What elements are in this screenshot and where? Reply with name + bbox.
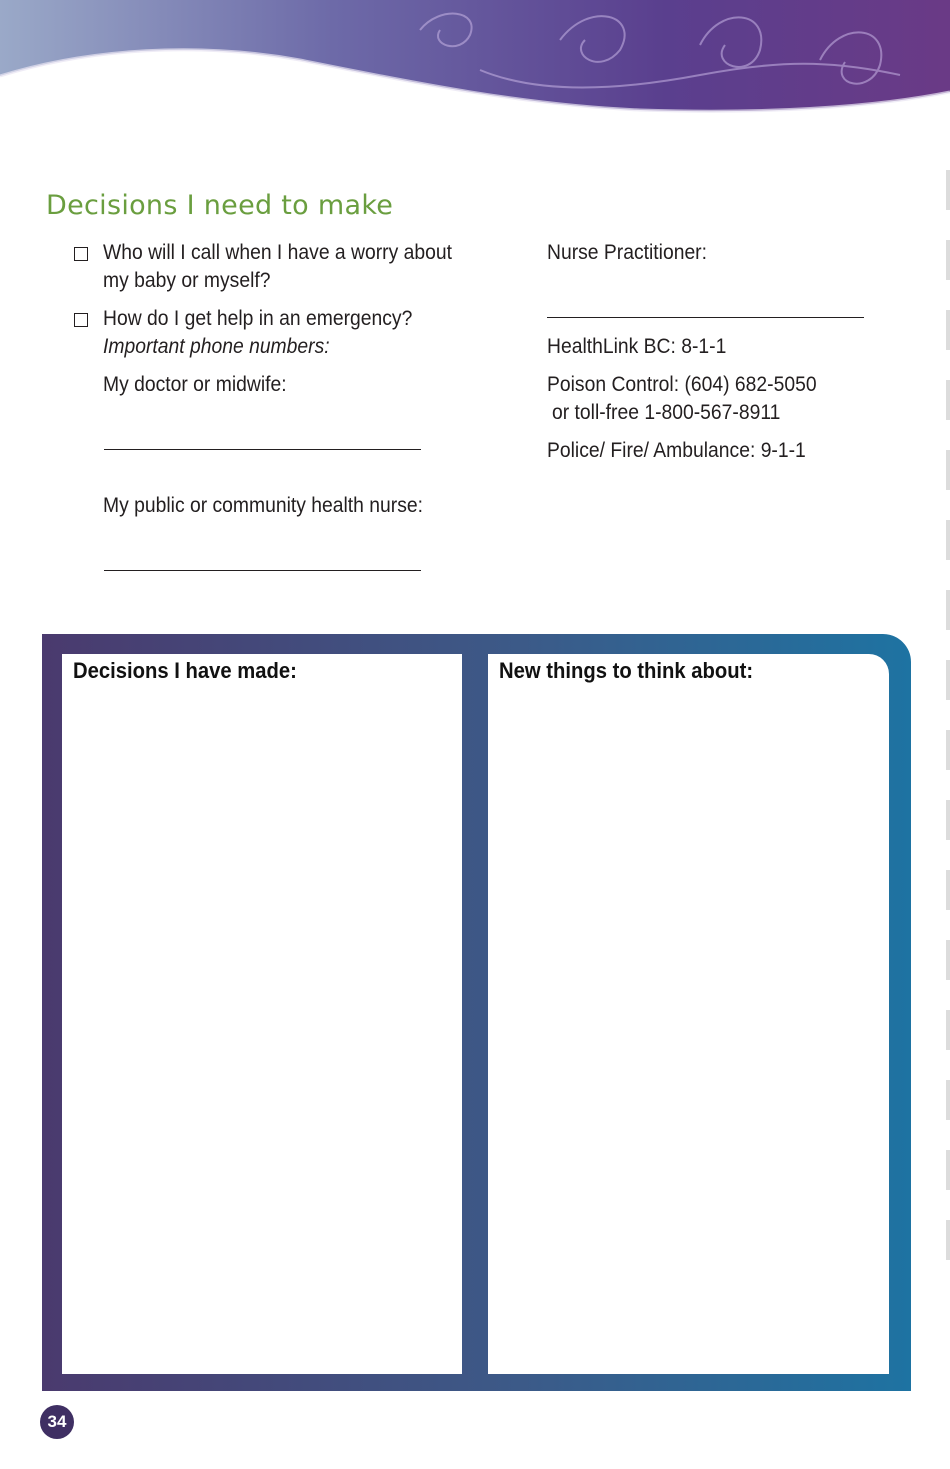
notes-frame — [42, 634, 911, 1391]
doctor-midwife-write-line[interactable] — [104, 449, 421, 450]
decisions-made-title: Decisions I have made: — [73, 658, 297, 683]
item-emergency-line1: How do I get help in an emergency? — [103, 307, 413, 330]
page-edge-marks — [946, 170, 950, 1290]
decisions-made-panel[interactable] — [62, 654, 462, 1374]
important-numbers-label: Important phone numbers: — [103, 335, 330, 358]
checkbox-worry-call[interactable] — [74, 247, 88, 261]
header-banner — [0, 0, 950, 130]
new-things-panel[interactable] — [488, 654, 889, 1374]
nurse-practitioner-write-line[interactable] — [547, 317, 864, 318]
emergency-number: Police/ Fire/ Ambulance: 9-1-1 — [547, 439, 806, 462]
item-worry-line1: Who will I call when I have a worry about — [103, 241, 452, 264]
health-nurse-label: My public or community health nurse: — [103, 494, 423, 517]
item-worry-line2: my baby or myself? — [103, 269, 271, 292]
nurse-practitioner-label: Nurse Practitioner: — [547, 241, 707, 264]
poison-control-line2: or toll-free 1-800-567-8911 — [552, 401, 781, 424]
page-number-badge: 34 — [40, 1405, 74, 1439]
doctor-midwife-label: My doctor or midwife: — [103, 373, 287, 396]
poison-control-line1: Poison Control: (604) 682-5050 — [547, 373, 817, 396]
healthlink-number: HealthLink BC: 8-1-1 — [547, 335, 727, 358]
checkbox-emergency-help[interactable] — [74, 313, 88, 327]
new-things-title: New things to think about: — [499, 658, 754, 683]
page-title: Decisions I need to make — [46, 190, 394, 221]
health-nurse-write-line[interactable] — [104, 570, 421, 571]
